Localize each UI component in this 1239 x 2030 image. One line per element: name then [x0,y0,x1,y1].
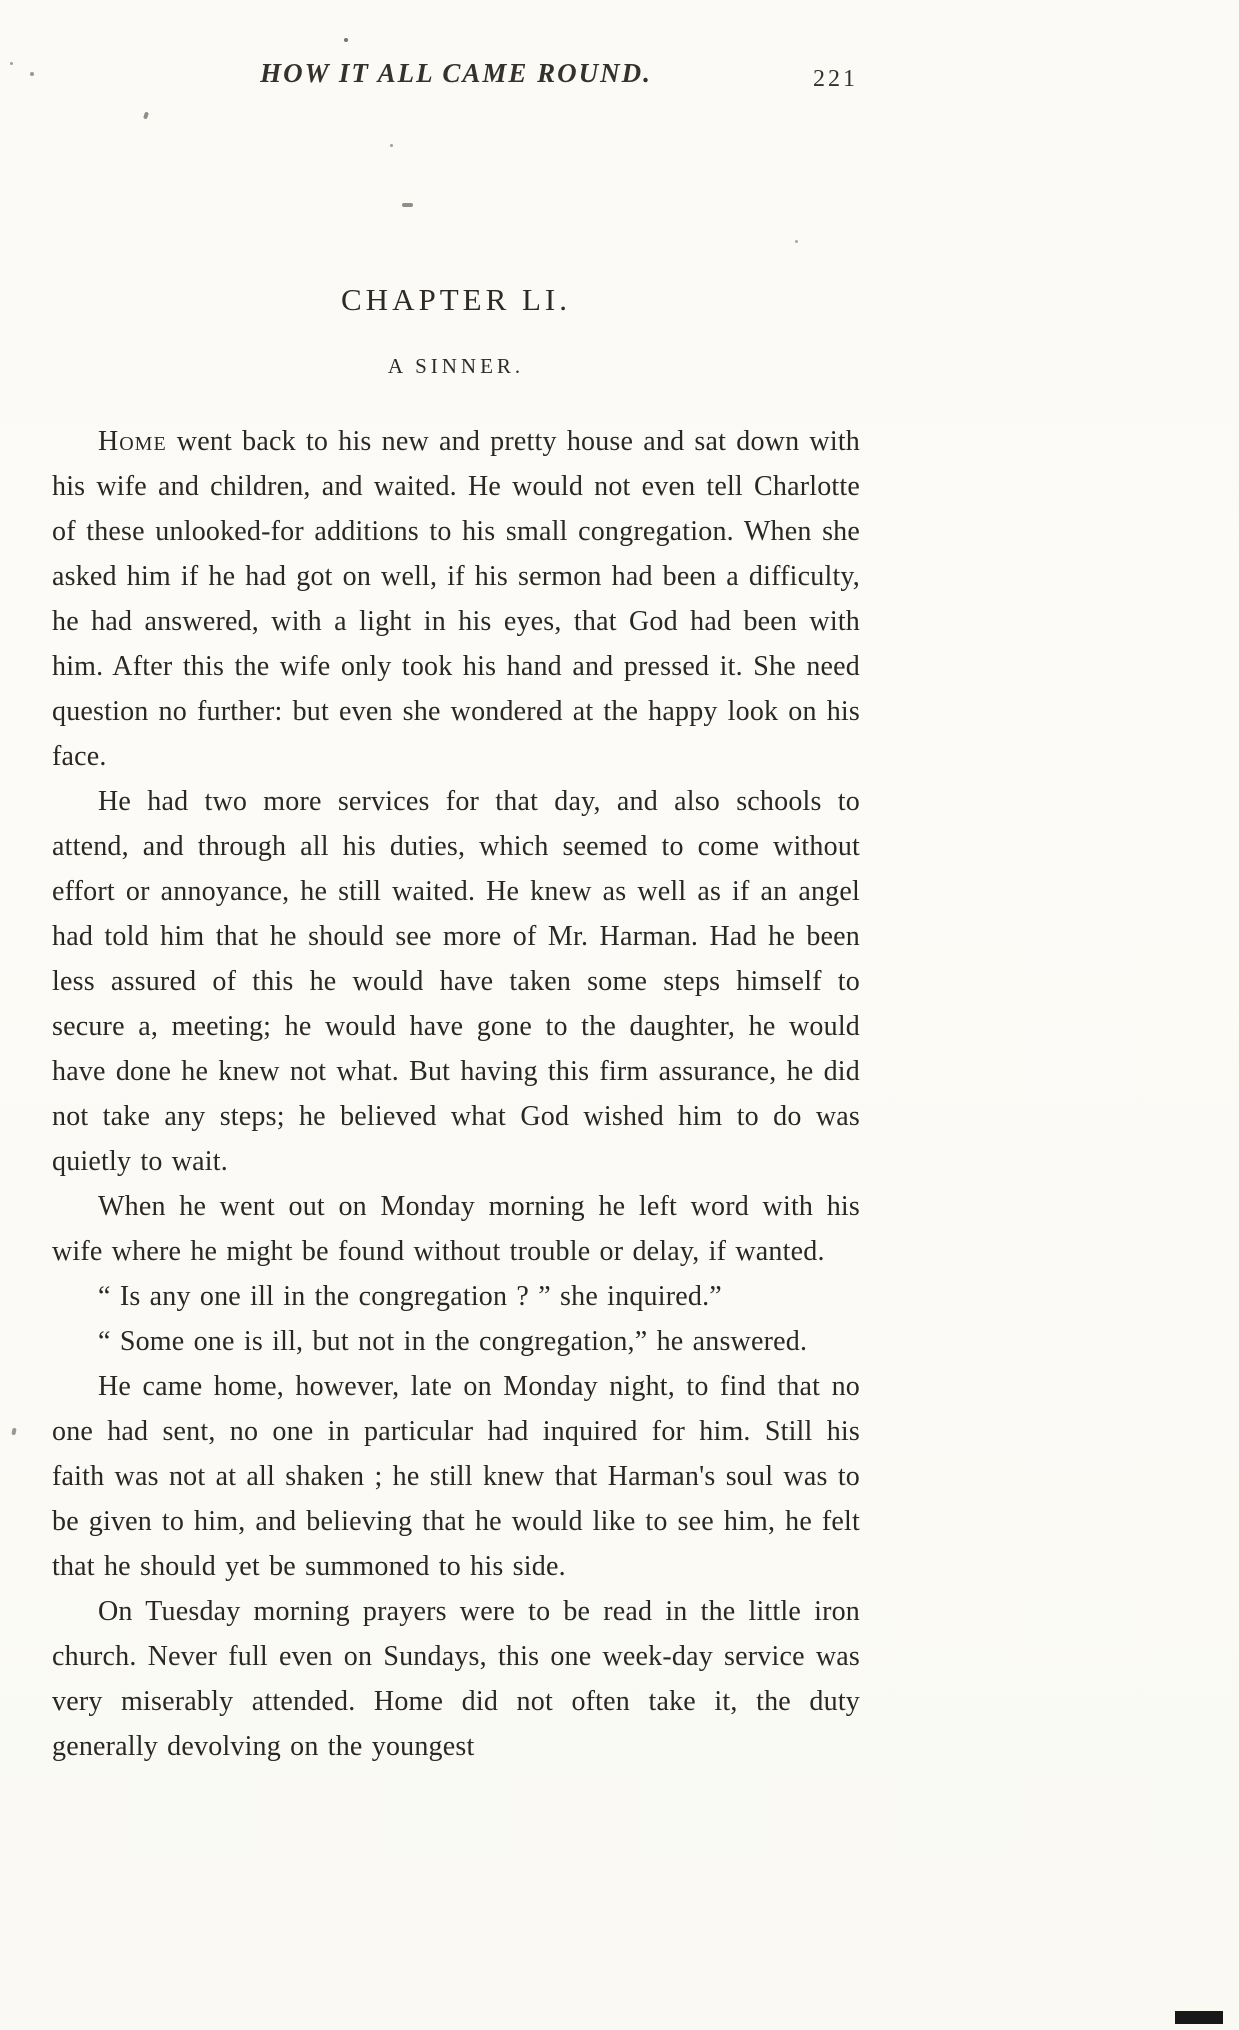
scan-speck [10,62,13,65]
paragraph: “ Is any one ill in the congregation ? ” she inquired.” [98,1281,722,1312]
chapter-heading: CHAPTER LI. [341,282,571,317]
scan-speck [30,72,34,76]
paragraph: “ Some one is ill, but not in the congregation,” he answered. [98,1326,808,1357]
text-column [52,58,860,1769]
chapter-subtitle: A SINNER. [387,354,525,378]
running-header-title: HOW IT ALL CAME ROUND. [260,58,652,88]
paragraph-lead-word: Home [98,426,167,457]
scan-speck [344,38,348,42]
page-header [52,58,860,102]
paragraph: He came home, however, late on Monday night, to find that no one had sent, no one in particular had inquired for him. Still his faith was not at all shaken ; he still knew that Harman's soul was to be given to him, and believing that he would like to see him, he felt that he should yet be summoned to his side. [52,1371,860,1582]
paragraph: On Tuesday morning prayers were to be read in the little iron church. Never full even on Sundays, this one week-day service was very miserably attended. Home did not often take it, the duty generally devolving on the youngest [52,1596,860,1762]
scan-speck [11,1428,16,1436]
page-number: 221 [813,66,858,92]
scan-corner-mark [1175,2011,1223,2024]
paragraph: When he went out on Monday morning he left word with his wife where he might be found without trouble or delay, if wanted. [52,1191,860,1267]
paragraph: He had two more services for that day, and also schools to attend, and through all his duties, which seemed to come without effort or annoyance, he still waited. He knew as well as if an angel had told him that he should see more of Mr. Harman. Had he been less assured of this he would have taken some steps himself to secure a, meeting; he would have gone to the daughter, he would have done he knew not what. But having this firm assurance, he did not take any steps; he believed what God wished him to do was quietly to wait. [52,786,860,1177]
paragraph-text: went back to his new and pretty house and sat down with his wife and children, and waited. He would not even tell Charlotte of these unlooked-for additions to his small congregation. When she asked him if he had got on well, if his sermon had been a difficulty, he had answered, with a light in his eyes, that God had been with him. After this the wife only took his hand and pressed it. She need question no further: but even she wondered at the happy look on his face. [52,426,860,772]
paragraph [52,419,860,779]
body-text [52,419,860,1769]
